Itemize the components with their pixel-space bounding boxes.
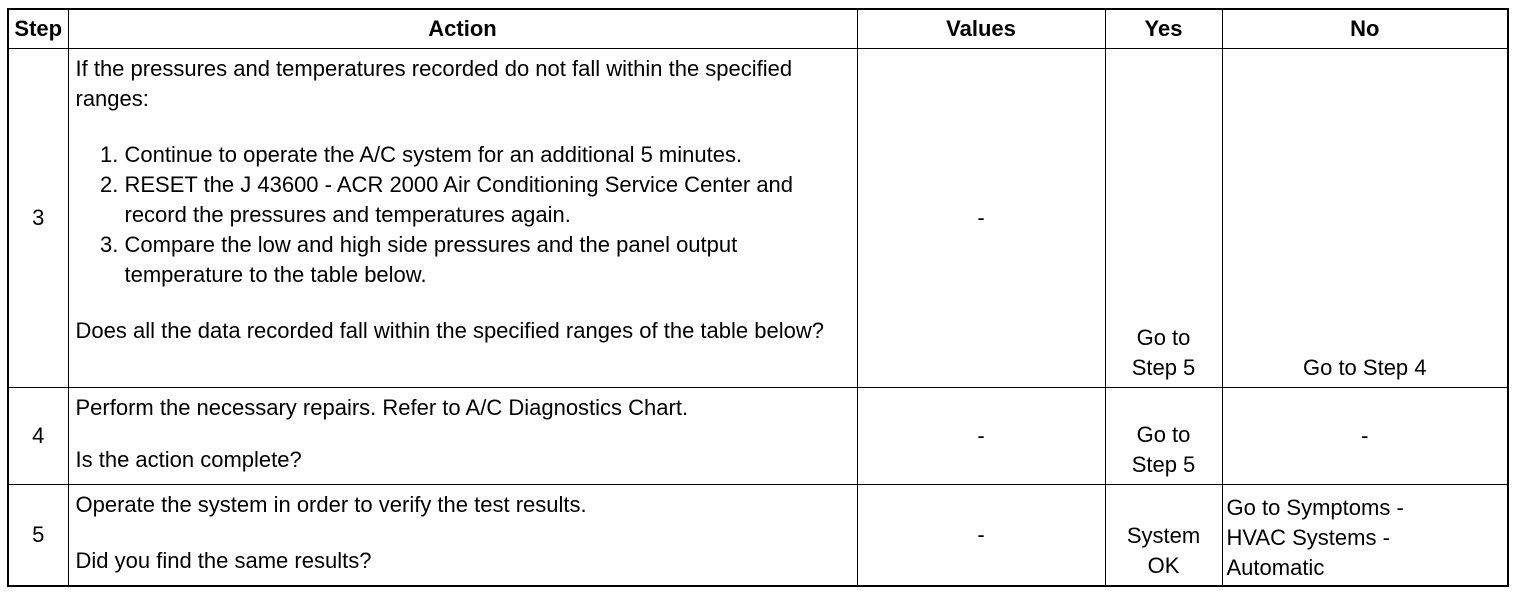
table-row — [8, 485, 1508, 586]
header-no: No — [1222, 9, 1508, 49]
yes-result: System OK — [1105, 485, 1222, 586]
step-number: 4 — [8, 388, 68, 485]
values-cell: - — [857, 485, 1105, 586]
table-row — [8, 388, 1508, 485]
header-yes: Yes — [1105, 9, 1222, 49]
header-values: Values — [857, 9, 1105, 49]
list-item: 2. RESET the J 43600 - ACR 2000 Air Conditioning Service Center and record the pressures and temperatures again. — [125, 170, 851, 230]
action-question: Does all the data recorded fall within the specified ranges of the table below? — [75, 318, 824, 343]
action-intro: If the pressures and temperatures recorded do not fall within the specified ranges: — [75, 56, 793, 111]
list-item: 3. Compare the low and high side pressures and the panel output temperature to the table below. — [125, 230, 851, 290]
step-number: 5 — [8, 485, 68, 586]
values-cell: - — [857, 49, 1105, 388]
action-cell — [68, 485, 857, 586]
no-value: - — [1222, 388, 1508, 485]
action-cell — [68, 49, 857, 388]
table-row — [8, 49, 1508, 388]
header-row — [8, 9, 1508, 49]
step-number: 3 — [8, 49, 68, 388]
action-intro: Operate the system in order to verify the test results. — [75, 492, 587, 517]
values-cell: - — [857, 388, 1105, 485]
action-question: Did you find the same results? — [75, 548, 372, 573]
no-link[interactable]: Go to Step 4 — [1222, 49, 1508, 388]
list-item: 1. Continue to operate the A/C system for an additional 5 minutes. — [125, 140, 851, 170]
header-step: Step — [8, 9, 68, 49]
action-cell — [68, 388, 857, 485]
no-link[interactable]: Go to Symptoms - HVAC Systems - Automatic — [1222, 485, 1508, 586]
yes-link[interactable]: Go to Step 5 — [1105, 49, 1222, 388]
header-action: Action — [68, 9, 857, 49]
diagnostic-table — [7, 8, 1509, 587]
yes-link[interactable]: Go to Step 5 — [1105, 388, 1222, 485]
action-steps-list — [76, 140, 851, 290]
action-intro: Perform the necessary repairs. Refer to A/C Diagnostics Chart. — [75, 395, 689, 420]
action-question: Is the action complete? — [75, 447, 302, 472]
